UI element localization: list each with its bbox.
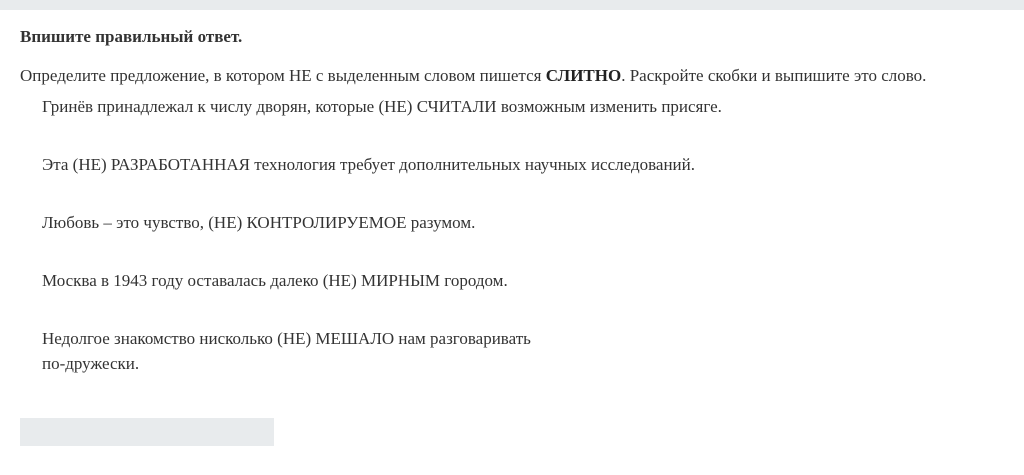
task-question	[20, 66, 926, 86]
question-emphasis: СЛИТНО	[545, 66, 622, 85]
answer-input[interactable]	[20, 418, 274, 446]
option-4-line-1: Москва в 1943 году оставалась далеко (НЕ) МИРНЫМ городом.	[42, 271, 508, 290]
option-2-line-1: Эта (НЕ) РАЗРАБОТАННАЯ технология требует дополнительных научных исследований.	[42, 155, 695, 174]
option-4	[42, 268, 508, 293]
option-5-line-1: Недолгое знакомство нисколько (НЕ) МЕШАЛО нам разговаривать	[42, 329, 531, 348]
option-2	[42, 152, 695, 177]
option-3-line-1: Любовь – это чувство, (НЕ) КОНТРОЛИРУЕМОЕ разумом.	[42, 213, 476, 232]
question-text-before: Определите предложение, в котором НЕ с выделенным словом пишется	[20, 66, 546, 85]
task-instruction: Впишите правильный ответ.	[20, 27, 243, 46]
top-bar	[0, 0, 1024, 10]
option-5-line-2: по-дружески.	[42, 354, 140, 373]
option-1	[42, 94, 722, 119]
question-text-after: . Раскройте скобки и выпишите это слово.	[621, 66, 927, 85]
option-5	[42, 326, 531, 376]
option-3	[42, 210, 475, 235]
option-1-line-1: Гринёв принадлежал к числу дворян, которые (НЕ) СЧИТАЛИ возможным изменить присяге.	[42, 97, 722, 116]
